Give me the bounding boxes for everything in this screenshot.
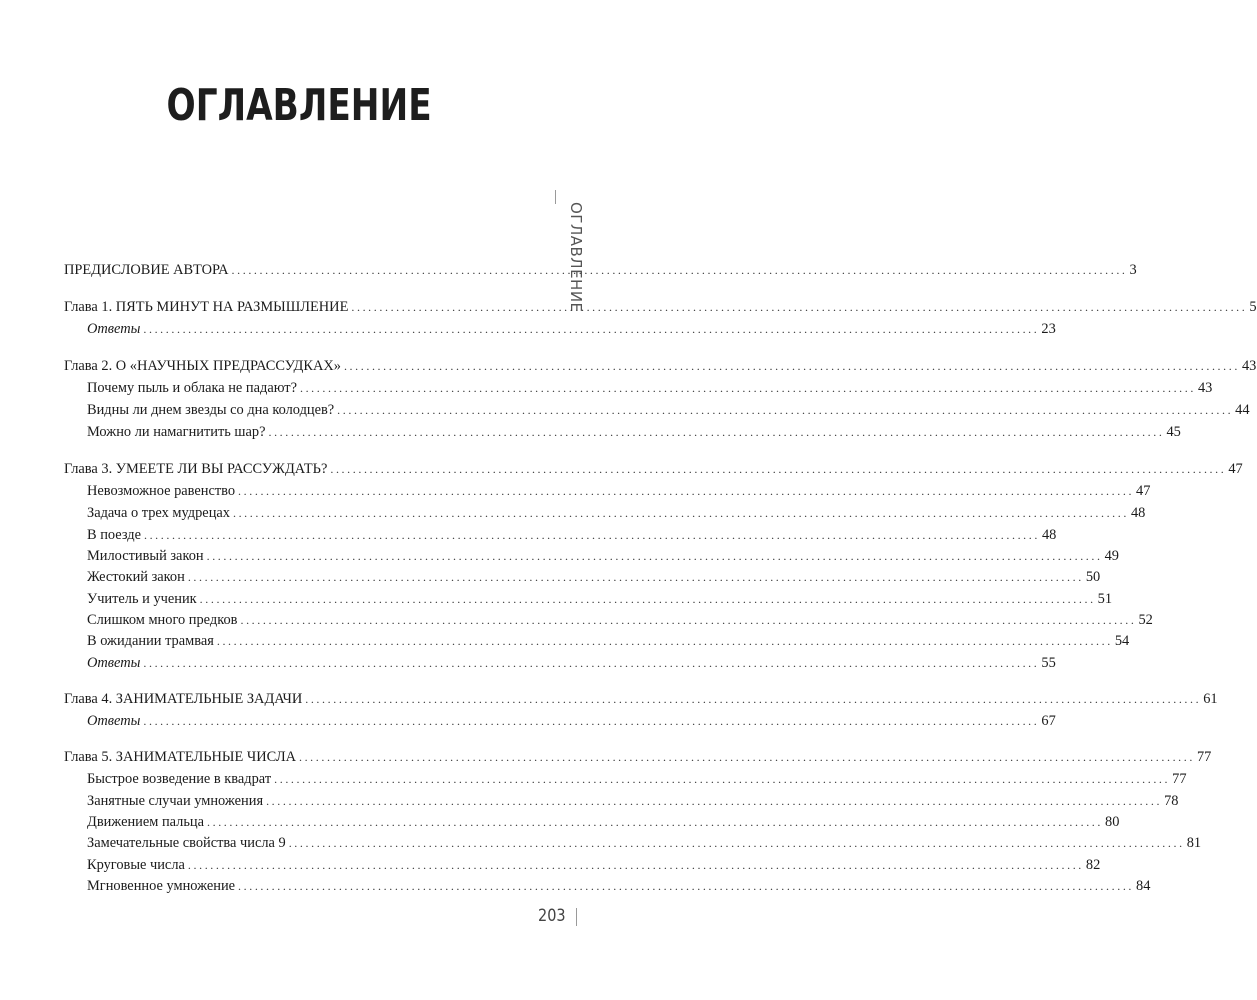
toc-entry — [87, 833, 1202, 853]
toc-entry-title: Глава 5. ЗАНИМАТЕЛЬНЫЕ ЧИСЛА — [64, 749, 296, 765]
toc-entry-page: 77 — [1196, 749, 1212, 765]
toc-entry — [87, 481, 1151, 501]
toc-entry — [87, 855, 1101, 875]
toc-entry-title: Глава 3. УМЕЕТЕ ЛИ ВЫ РАССУЖДАТЬ? — [64, 461, 328, 477]
toc-entry-page: 45 — [1166, 424, 1181, 440]
toc-entry-page: 49 — [1104, 548, 1119, 564]
toc-entry-title: Видны ли днем звезды со дна колодцев? — [87, 402, 335, 418]
page-number: 203 — [538, 906, 566, 926]
toc-entry — [64, 459, 1243, 479]
dot-leader: ................................................................................................................................................................ — [330, 462, 1227, 476]
dot-leader: ................................................................................................................................................................ — [274, 772, 1171, 786]
toc-entry-page: 80 — [1105, 814, 1120, 830]
toc-entry — [64, 747, 1212, 767]
toc-entry-page: 55 — [1041, 655, 1056, 671]
toc-entry — [87, 610, 1153, 630]
toc-entry — [64, 356, 1257, 376]
toc-entry-title: В ожидании трамвая — [87, 633, 214, 649]
toc-entry-title: В поезде — [87, 527, 141, 543]
toc-entry-title: Жестокий закон — [87, 569, 185, 585]
toc-entry — [87, 631, 1130, 651]
toc-entry-title: Глава 2. О «НАУЧНЫХ ПРЕДРАССУДКАХ» — [64, 358, 341, 374]
toc-entry-title: Можно ли намагнитить шар? — [87, 424, 266, 440]
toc-entry-title: Глава 1. ПЯТЬ МИНУТ НА РАЗМЫШЛЕНИЕ — [64, 299, 349, 315]
dot-leader: ................................................................................................................................................................ — [187, 570, 1084, 584]
toc-entry-page: 50 — [1085, 569, 1101, 585]
toc-entry-page: 77 — [1172, 771, 1187, 787]
dot-leader: ................................................................................................................................................................ — [298, 750, 1195, 764]
dot-leader: ................................................................................................................................................................ — [305, 692, 1202, 706]
toc-entry-page: 23 — [1041, 321, 1056, 337]
toc-entry — [87, 503, 1146, 523]
toc-entry — [87, 567, 1101, 587]
toc-entry — [87, 653, 1056, 673]
page-title: ОГЛАВЛЕНИЕ — [166, 80, 432, 131]
toc-entry — [87, 589, 1113, 609]
toc-entry-title: Ответы — [87, 321, 141, 337]
dot-leader: ................................................................................................................................................................ — [232, 506, 1129, 520]
dot-leader: ................................................................................................................................................................ — [240, 613, 1137, 627]
toc-entry-page: 82 — [1085, 857, 1101, 873]
toc-entry-title: Задача о трех мудрецах — [87, 505, 230, 521]
toc-entry-title: Учитель и ученик — [87, 591, 197, 607]
toc-entry — [87, 319, 1056, 339]
toc-entry — [87, 791, 1179, 811]
dot-leader: ................................................................................................................................................................ — [299, 381, 1196, 395]
toc-entry-page: 43 — [1241, 358, 1257, 374]
toc-entry — [87, 769, 1187, 789]
toc-entry-page: 61 — [1203, 691, 1218, 707]
dot-leader: ................................................................................................................................................................ — [216, 634, 1113, 648]
dot-leader: ................................................................................................................................................................ — [288, 836, 1185, 850]
dot-leader: ................................................................................................................................................................ — [187, 858, 1084, 872]
toc-entry-title: Ответы — [87, 655, 141, 671]
side-label: ОГЛАВЛЕНИЕ — [567, 202, 585, 313]
toc-entry-title: Слишком много предков — [87, 612, 238, 628]
toc-entry-page: 54 — [1114, 633, 1130, 649]
toc-entry-page: 78 — [1164, 793, 1179, 809]
toc-entry — [64, 689, 1218, 709]
toc-entry — [87, 525, 1057, 545]
toc-entry-title: Быстрое возведение в квадрат — [87, 771, 272, 787]
dot-leader: ................................................................................................................................................................ — [143, 714, 1040, 728]
toc-entry-title: Замечательные свойства числа 9 — [87, 835, 286, 851]
toc-entry — [87, 422, 1181, 442]
dot-leader: ................................................................................................................................................................ — [351, 300, 1248, 314]
toc-entry — [87, 378, 1213, 398]
toc-entry — [87, 546, 1119, 566]
dot-leader: ................................................................................................................................................................ — [143, 322, 1040, 336]
dot-leader: ................................................................................................................................................................ — [199, 592, 1096, 606]
dot-leader: ................................................................................................................................................................ — [231, 263, 1128, 277]
toc-entry — [87, 400, 1250, 420]
dot-leader: ................................................................................................................................................................ — [143, 528, 1040, 542]
dot-leader: ................................................................................................................................................................ — [206, 549, 1103, 563]
toc-entry-page: 47 — [1136, 483, 1151, 499]
dot-leader: ................................................................................................................................................................ — [143, 656, 1040, 670]
toc-entry-title: Круговые числа — [87, 857, 185, 873]
toc-entry-page: 81 — [1186, 835, 1202, 851]
toc-entry-title: Глава 4. ЗАНИМАТЕЛЬНЫЕ ЗАДАЧИ — [64, 691, 303, 707]
toc-entry-page: 48 — [1041, 527, 1057, 543]
toc-entry — [87, 876, 1151, 896]
toc-entry-title: Милостивый закон — [87, 548, 204, 564]
page-number-divider — [576, 908, 577, 926]
dot-leader: ................................................................................................................................................................ — [238, 879, 1135, 893]
dot-leader: ................................................................................................................................................................ — [337, 403, 1234, 417]
toc-entry-title: Занятные случаи умножения — [87, 793, 264, 809]
toc-entry-title: Почему пыль и облака не падают? — [87, 380, 297, 396]
toc-entry — [64, 297, 1257, 317]
toc-entry-page: 44 — [1235, 402, 1250, 418]
dot-leader: ................................................................................................................................................................ — [343, 359, 1240, 373]
toc-entry-page: 3 — [1129, 262, 1137, 278]
toc-entry — [87, 812, 1120, 832]
toc-entry-title: Ответы — [87, 713, 141, 729]
toc-entry-page: 67 — [1041, 713, 1056, 729]
dot-leader: ................................................................................................................................................................ — [207, 815, 1103, 829]
toc-entry-title: ПРЕДИСЛОВИЕ АВТОРА — [64, 262, 229, 278]
dot-leader: ................................................................................................................................................................ — [238, 484, 1135, 498]
dot-leader: ................................................................................................................................................................ — [268, 425, 1165, 439]
toc-entry-page: 43 — [1197, 380, 1213, 396]
toc-entry-title: Движением пальца — [87, 814, 204, 830]
toc-entry-page: 48 — [1130, 505, 1146, 521]
toc-entry-page: 84 — [1136, 878, 1151, 894]
toc-entry-page: 51 — [1097, 591, 1113, 607]
toc-entry-title: Невозможное равенство — [87, 483, 236, 499]
toc-entry-page: 5 — [1249, 299, 1257, 315]
toc-entry — [87, 711, 1056, 731]
toc-entry — [64, 260, 1137, 280]
dot-leader: ................................................................................................................................................................ — [266, 794, 1163, 808]
toc-entry-page: 47 — [1228, 461, 1243, 477]
toc-entry-title: Мгновенное умножение — [87, 878, 236, 894]
toc-entry-page: 52 — [1138, 612, 1153, 628]
